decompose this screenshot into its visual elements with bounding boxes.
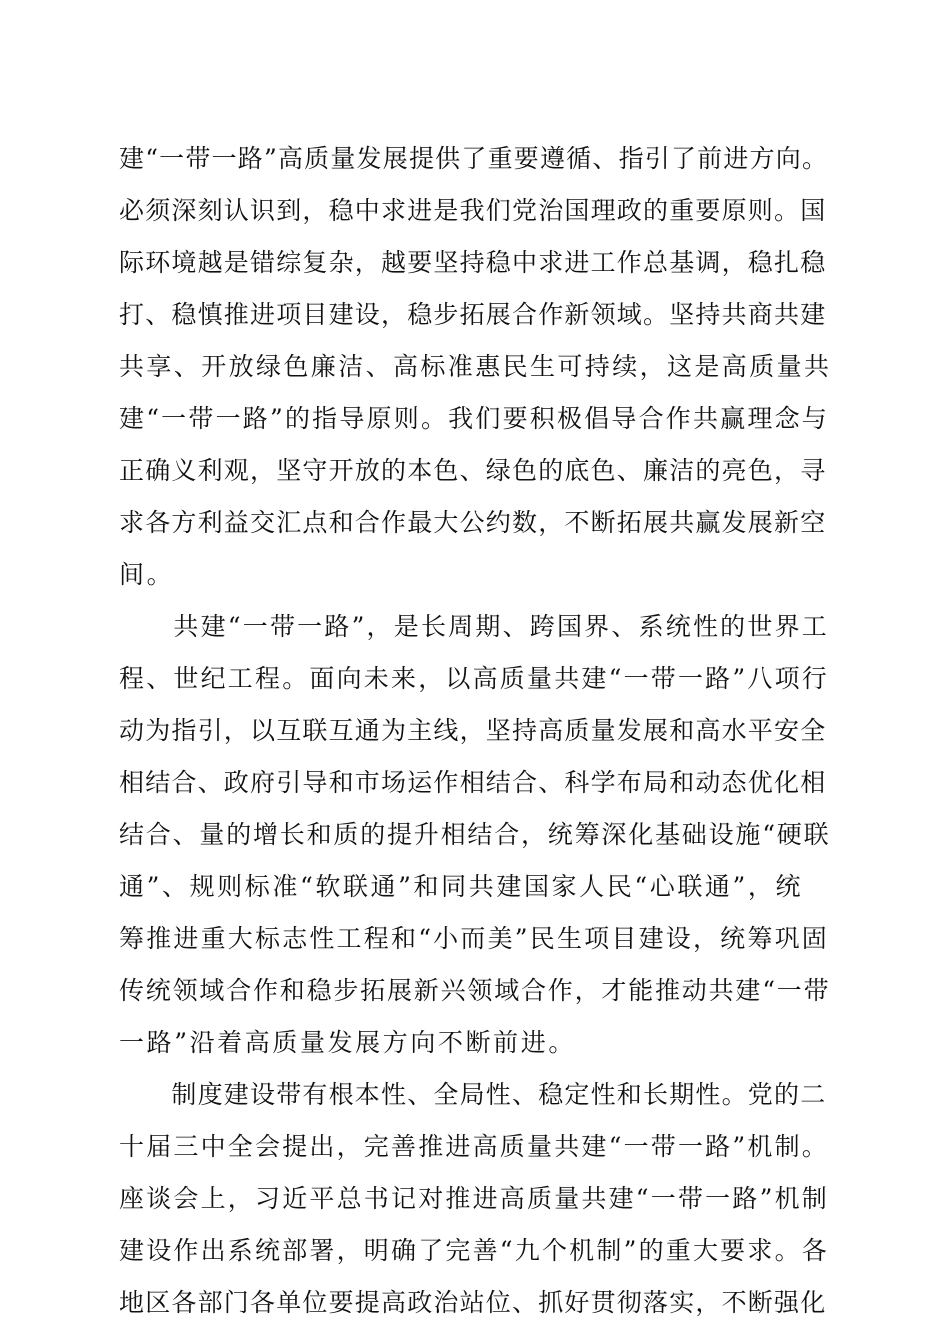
text-line: 动为指引，以互联互通为主线，坚持高质量发展和高水平安全 [119,716,827,745]
text-line: 结合、量的增长和质的提升相结合，统筹深化基础设施“硬联 [119,820,831,849]
text-line: 共享、开放绿色廉洁、高标准惠民生可持续，这是高质量共 [119,352,832,381]
text-line: 通”、规则标准“软联通”和同共建国家人民“心联通”，统 [119,872,804,901]
text-line: 际环境越是错综复杂，越要坚持稳中求进工作总基调，稳扎稳 [119,248,827,277]
text-line: 正确义利观，坚守开放的本色、绿色的底色、廉洁的亮色，寻 [119,456,827,485]
document-body [119,133,831,1329]
text-line: 筹推进重大标志性工程和“小而美”民生项目建设，统筹巩固 [119,924,829,953]
text-line: 制度建设带有根本性、全局性、稳定性和长期性。党的二 [119,1080,827,1109]
text-line: 共建“一带一路”，是长周期、跨国界、系统性的世界工 [119,612,829,641]
text-line: 十届三中全会提出，完善推进高质量共建“一带一路”机制。 [119,1132,829,1161]
text-line: 座谈会上，习近平总书记对推进高质量共建“一带一路”机制 [119,1184,829,1213]
text-line: 建“一带一路”高质量发展提供了重要遵循、指引了前进方向。 [119,144,829,173]
text-line: 建“一带一路”的指导原则。我们要积极倡导合作共赢理念与 [119,404,829,433]
text-line: 必须深刻认识到，稳中求进是我们党治国理政的重要原则。国 [119,196,827,225]
text-line: 程、世纪工程。面向未来，以高质量共建“一带一路”八项行 [119,664,829,693]
text-line: 间。 [119,560,175,589]
text-line: 求各方利益交汇点和合作最大公约数，不断拓展共赢发展新空 [119,508,827,537]
text-line: 一路”沿着高质量发展方向不断前进。 [119,1028,576,1057]
text-line: 建设作出系统部署，明确了完善“九个机制”的重大要求。各 [119,1236,829,1265]
text-line: 打、稳慎推进项目建设，稳步拓展合作新领域。坚持共商共建 [119,300,827,329]
text-line: 相结合、政府引导和市场运作相结合、科学布局和动态优化相 [119,768,827,797]
text-line: 地区各部门各单位要提高政治站位、抓好贯彻落实，不断强化 [119,1288,827,1317]
text-line: 传统领域合作和稳步拓展新兴领域合作，才能推动共建“一带 [119,976,831,1005]
